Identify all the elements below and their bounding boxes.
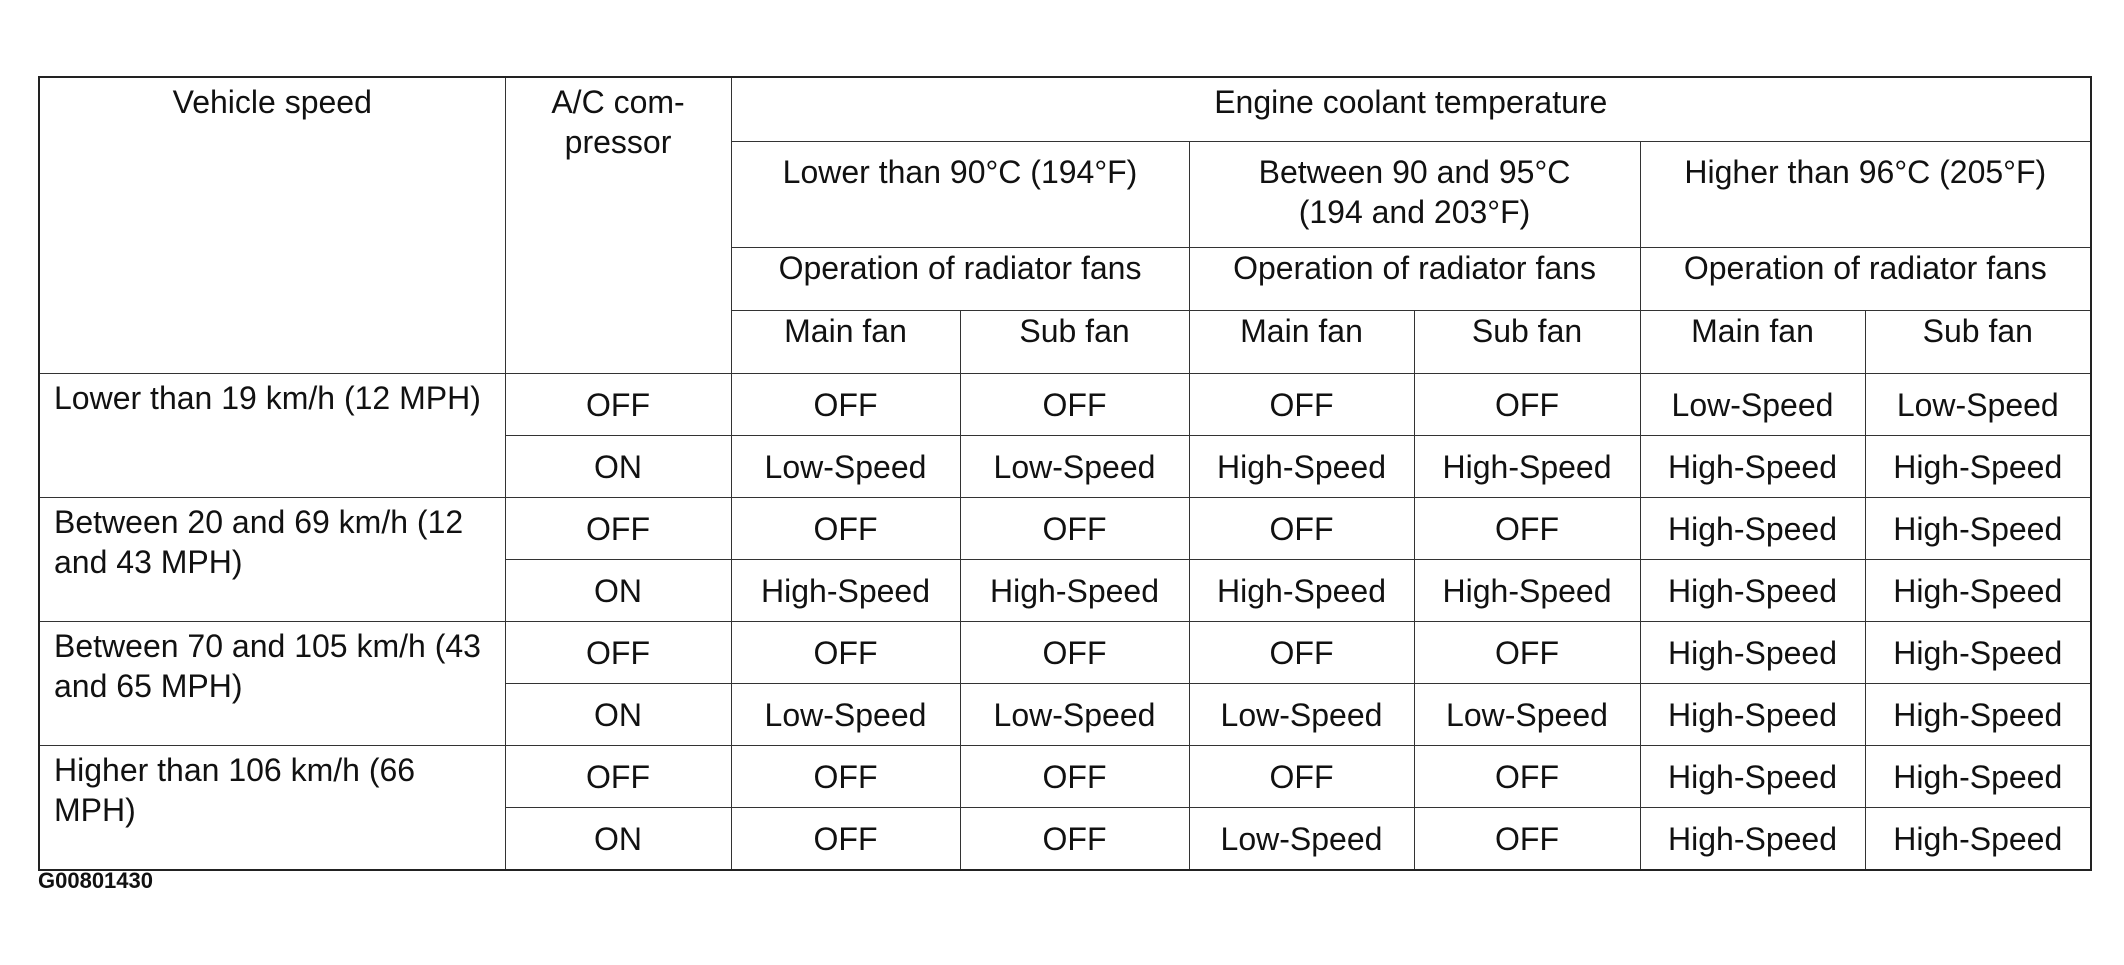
- vehicle-speed-header: Vehicle speed: [39, 77, 505, 374]
- fan-state-cell: Low-Speed: [1414, 684, 1640, 746]
- fan-column-header: Main fan: [1189, 311, 1414, 374]
- table-row: [39, 622, 2091, 684]
- fan-state-cell: OFF: [1189, 622, 1414, 684]
- table-row: [39, 374, 2091, 436]
- temperature-range-header: Lower than 90°C (194°F): [731, 142, 1189, 248]
- radiator-fan-operation-table: [38, 76, 2092, 871]
- fan-state-cell: OFF: [960, 374, 1189, 436]
- fan-state-cell: High-Speed: [1640, 746, 1865, 808]
- fan-state-cell: Low-Speed: [1640, 374, 1865, 436]
- figure-id-label: G00801430: [38, 868, 153, 893]
- fan-state-cell: OFF: [1189, 374, 1414, 436]
- fan-state-cell: High-Speed: [1865, 436, 2091, 498]
- ac-compressor-cell: OFF: [505, 498, 731, 560]
- operation-of-radiator-fans-header: Operation of radiator fans: [1640, 248, 2091, 311]
- fan-state-cell: High-Speed: [1640, 622, 1865, 684]
- fan-state-cell: OFF: [960, 808, 1189, 871]
- fan-state-cell: Low-Speed: [960, 684, 1189, 746]
- fan-state-cell: OFF: [731, 746, 960, 808]
- ac-compressor-cell: ON: [505, 808, 731, 871]
- fan-state-cell: High-Speed: [1640, 560, 1865, 622]
- vehicle-speed-cell: Higher than 106 km/h (66 MPH): [39, 746, 505, 871]
- fan-state-cell: Low-Speed: [1189, 808, 1414, 871]
- fan-column-header: Sub fan: [1865, 311, 2091, 374]
- ac-compressor-cell: OFF: [505, 374, 731, 436]
- operation-of-radiator-fans-header: Operation of radiator fans: [731, 248, 1189, 311]
- vehicle-speed-cell: Between 70 and 105 km/h (43 and 65 MPH): [39, 622, 505, 746]
- fan-state-cell: OFF: [731, 374, 960, 436]
- ac-compressor-cell: ON: [505, 436, 731, 498]
- fan-state-cell: OFF: [1414, 622, 1640, 684]
- vehicle-speed-cell: Lower than 19 km/h (12 MPH): [39, 374, 505, 498]
- fan-state-cell: High-Speed: [1414, 436, 1640, 498]
- fan-state-cell: OFF: [1189, 746, 1414, 808]
- table-row: [39, 498, 2091, 560]
- fan-state-cell: High-Speed: [1189, 436, 1414, 498]
- fan-state-cell: Low-Speed: [731, 684, 960, 746]
- fan-state-cell: OFF: [960, 498, 1189, 560]
- fan-column-header: Main fan: [1640, 311, 1865, 374]
- fan-column-header: Sub fan: [1414, 311, 1640, 374]
- fan-state-cell: OFF: [1414, 808, 1640, 871]
- fan-state-cell: High-Speed: [1640, 498, 1865, 560]
- fan-column-header: Sub fan: [960, 311, 1189, 374]
- temperature-range-header: Higher than 96°C (205°F): [1640, 142, 2091, 248]
- table-row: [39, 746, 2091, 808]
- fan-state-cell: OFF: [960, 746, 1189, 808]
- operation-of-radiator-fans-header: Operation of radiator fans: [1189, 248, 1640, 311]
- temperature-range-header: Between 90 and 95°C (194 and 203°F): [1189, 142, 1640, 248]
- fan-state-cell: Low-Speed: [1189, 684, 1414, 746]
- fan-state-cell: High-Speed: [1865, 808, 2091, 871]
- fan-state-cell: High-Speed: [1865, 560, 2091, 622]
- fan-state-cell: OFF: [1414, 498, 1640, 560]
- fan-state-cell: OFF: [731, 498, 960, 560]
- fan-state-cell: High-Speed: [1865, 622, 2091, 684]
- ac-compressor-cell: ON: [505, 684, 731, 746]
- fan-state-cell: OFF: [731, 622, 960, 684]
- fan-state-cell: OFF: [1414, 374, 1640, 436]
- ac-compressor-cell: ON: [505, 560, 731, 622]
- fan-state-cell: High-Speed: [1865, 684, 2091, 746]
- fan-state-cell: High-Speed: [1865, 498, 2091, 560]
- fan-state-cell: OFF: [960, 622, 1189, 684]
- fan-state-cell: OFF: [1189, 498, 1414, 560]
- fan-state-cell: High-Speed: [1640, 808, 1865, 871]
- fan-column-header: Main fan: [731, 311, 960, 374]
- vehicle-speed-cell: Between 20 and 69 km/h (12 and 43 MPH): [39, 498, 505, 622]
- fan-state-cell: High-Speed: [731, 560, 960, 622]
- ac-compressor-cell: OFF: [505, 746, 731, 808]
- ac-compressor-header: A/C com- pressor: [505, 77, 731, 374]
- engine-coolant-temperature-header: Engine coolant temperature: [731, 77, 2091, 142]
- fan-state-cell: OFF: [1414, 746, 1640, 808]
- fan-state-cell: High-Speed: [960, 560, 1189, 622]
- fan-state-cell: High-Speed: [1414, 560, 1640, 622]
- fan-state-cell: Low-Speed: [731, 436, 960, 498]
- fan-state-cell: High-Speed: [1640, 436, 1865, 498]
- fan-state-cell: Low-Speed: [960, 436, 1189, 498]
- ac-compressor-cell: OFF: [505, 622, 731, 684]
- fan-state-cell: High-Speed: [1640, 684, 1865, 746]
- fan-state-cell: High-Speed: [1189, 560, 1414, 622]
- fan-state-cell: Low-Speed: [1865, 374, 2091, 436]
- fan-state-cell: OFF: [731, 808, 960, 871]
- fan-state-cell: High-Speed: [1865, 746, 2091, 808]
